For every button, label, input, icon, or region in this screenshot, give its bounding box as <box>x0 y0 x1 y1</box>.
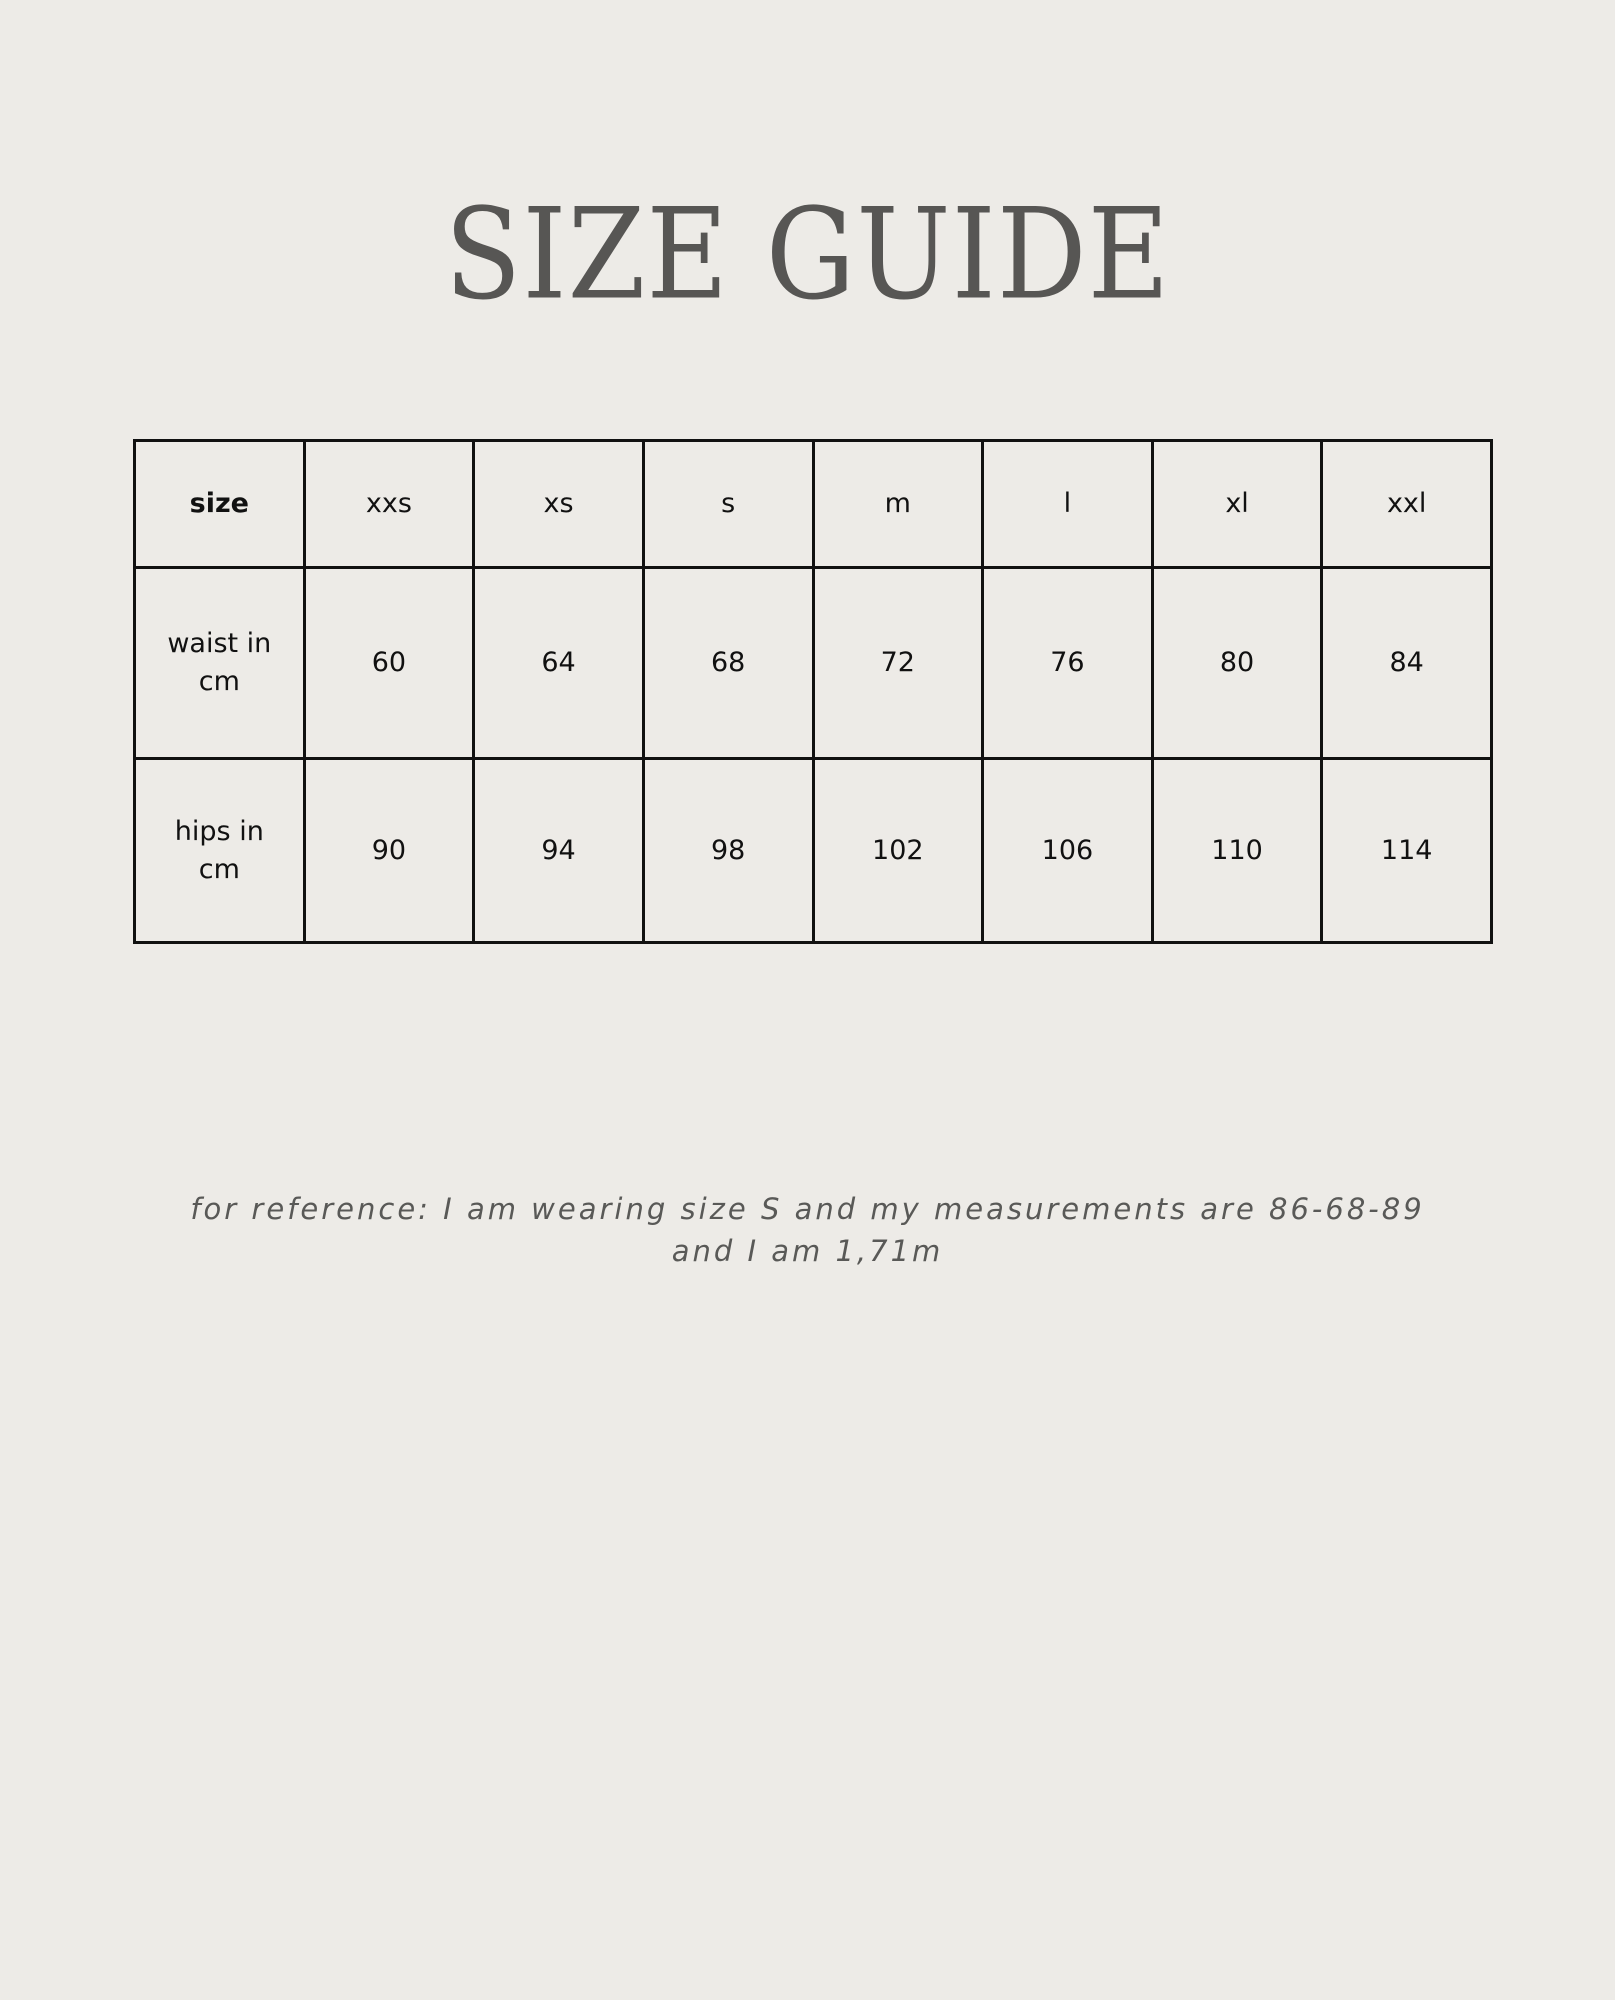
hips-cell-xl: 110 <box>1152 759 1322 943</box>
waist-cell-s: 68 <box>643 568 813 759</box>
size-cell-xs: xs <box>474 441 644 568</box>
size-cell-s: s <box>643 441 813 568</box>
reference-note: for reference: I am wearing size S and my measurements are 86-68-89 and I am 1,71m <box>190 1192 1425 1268</box>
table-row-size <box>135 441 1492 568</box>
hips-row-label: hips in cm <box>135 759 305 943</box>
waist-cell-l: 76 <box>983 568 1153 759</box>
waist-cell-xxs: 60 <box>304 568 474 759</box>
hips-cell-l: 106 <box>983 759 1153 943</box>
size-table <box>133 439 1493 944</box>
size-cell-l: l <box>983 441 1153 568</box>
size-cell-xxs: xxs <box>304 441 474 568</box>
size-cell-xxl: xxl <box>1322 441 1492 568</box>
page-title: SIZE GUIDE <box>444 182 1171 328</box>
waist-row-label: waist in cm <box>135 568 305 759</box>
hips-cell-m: 102 <box>813 759 983 943</box>
hips-cell-xs: 94 <box>474 759 644 943</box>
hips-cell-xxs: 90 <box>304 759 474 943</box>
waist-cell-xxl: 84 <box>1322 568 1492 759</box>
table-row-hips <box>135 759 1492 943</box>
size-cell-xl: xl <box>1152 441 1322 568</box>
hips-cell-xxl: 114 <box>1322 759 1492 943</box>
waist-cell-m: 72 <box>813 568 983 759</box>
size-header-label: size <box>135 441 305 568</box>
hips-cell-s: 98 <box>643 759 813 943</box>
table-row-waist <box>135 568 1492 759</box>
waist-cell-xs: 64 <box>474 568 644 759</box>
size-cell-m: m <box>813 441 983 568</box>
waist-cell-xl: 80 <box>1152 568 1322 759</box>
